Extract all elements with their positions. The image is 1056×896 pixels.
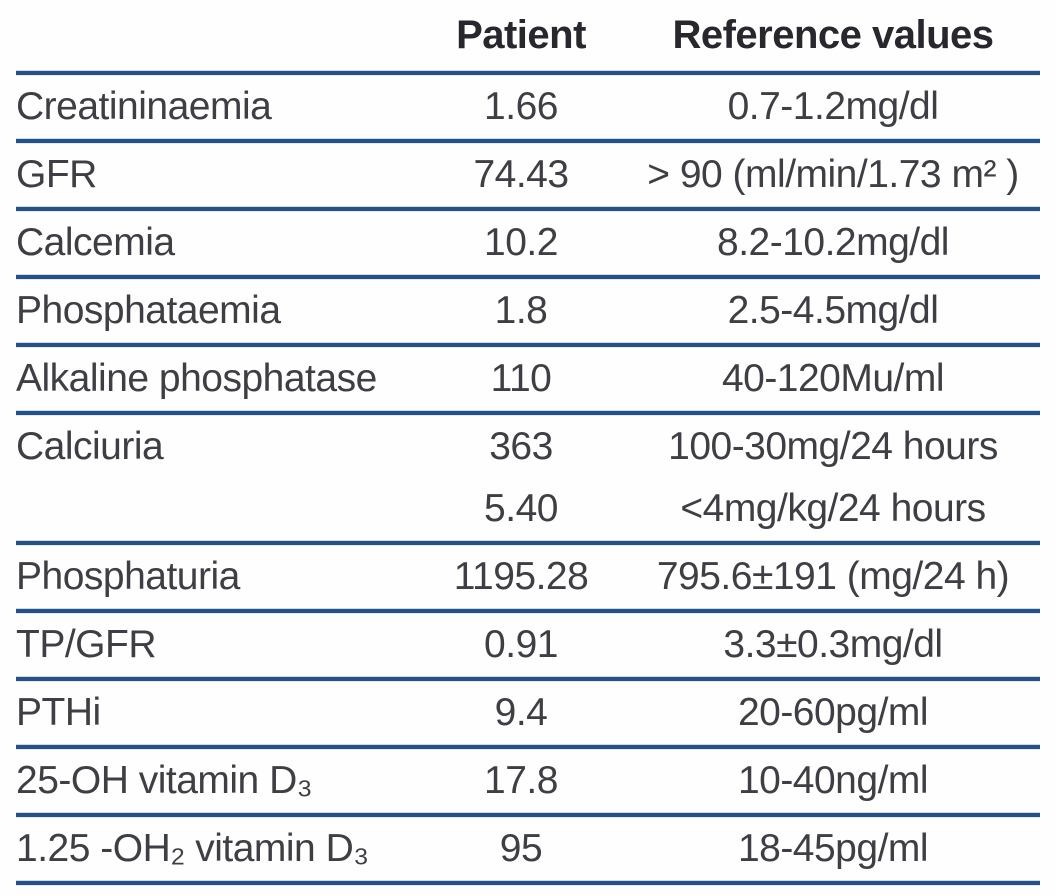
patient-value: 17.8 (484, 759, 558, 802)
patient-value: 9.4 (494, 691, 548, 734)
table-row-phosphaturia (16, 546, 1040, 608)
reference-value: 20-60pg/ml (737, 691, 929, 734)
patient-value: 110 (490, 357, 552, 400)
reference-value: 3.3±0.3mg/dl (723, 623, 943, 666)
parameter-name: Calciuria (16, 425, 164, 468)
parameter-name: 1.25 -OH₂ vitamin D₃ (16, 827, 369, 870)
patient-value: 1.66 (484, 85, 558, 128)
parameter-name: GFR (16, 153, 97, 196)
reference-value: > 90 (ml/min/1.73 m² ) (647, 153, 1019, 196)
reference-column-header: Reference values (672, 12, 994, 57)
reference-value: <4mg/kg/24 hours (680, 487, 986, 530)
reference-value: 18-45pg/ml (737, 827, 929, 870)
reference-value: 2.5-4.5mg/dl (727, 289, 939, 332)
reference-value: 8.2-10.2mg/dl (717, 221, 949, 264)
reference-value: 0.7-1.2mg/dl (727, 85, 939, 128)
parameter-name: Phosphaturia (16, 555, 240, 598)
patient-value: 5.40 (484, 487, 558, 530)
table-row-25-oh-vitamin-d3 (16, 750, 1040, 812)
table-rule (16, 880, 1040, 886)
parameter-name: Alkaline phosphatase (16, 357, 377, 400)
table-row-calciuria (16, 416, 1040, 478)
parameter-name: TP/GFR (16, 623, 156, 666)
table-row-125-oh2-vitamin-d3 (16, 818, 1040, 880)
patient-value: 95 (499, 827, 543, 870)
parameter-name: Calcemia (16, 221, 175, 264)
reference-value: 10-40ng/ml (737, 759, 929, 802)
parameter-name: Phosphataemia (16, 289, 281, 332)
patient-value: 10.2 (484, 221, 558, 264)
patient-value: 1.8 (494, 289, 548, 332)
patient-value: 1195.28 (453, 555, 589, 598)
patient-value: 363 (489, 425, 553, 468)
table-header-row (16, 0, 1040, 70)
table-row-phosphataemia (16, 280, 1040, 342)
table-row-pthi (16, 682, 1040, 744)
reference-value: 100-30mg/24 hours (668, 425, 998, 468)
table-row-calcemia (16, 212, 1040, 274)
patient-column-header: Patient (456, 12, 586, 57)
table-row-calciuria-continued (16, 478, 1040, 540)
parameter-name: Creatininaemia (16, 85, 272, 128)
parameter-name: PTHi (16, 691, 101, 734)
table-row-creatininaemia (16, 76, 1040, 138)
reference-value: 40-120Mu/ml (721, 357, 945, 400)
table-row-gfr (16, 144, 1040, 206)
table-row-tp-gfr (16, 614, 1040, 676)
table-row-alkaline-phosphatase (16, 348, 1040, 410)
patient-value: 74.43 (473, 153, 569, 196)
reference-value: 795.6±191 (mg/24 h) (656, 555, 1010, 598)
patient-value: 0.91 (484, 623, 558, 666)
parameter-name: 25-OH vitamin D₃ (16, 759, 313, 802)
